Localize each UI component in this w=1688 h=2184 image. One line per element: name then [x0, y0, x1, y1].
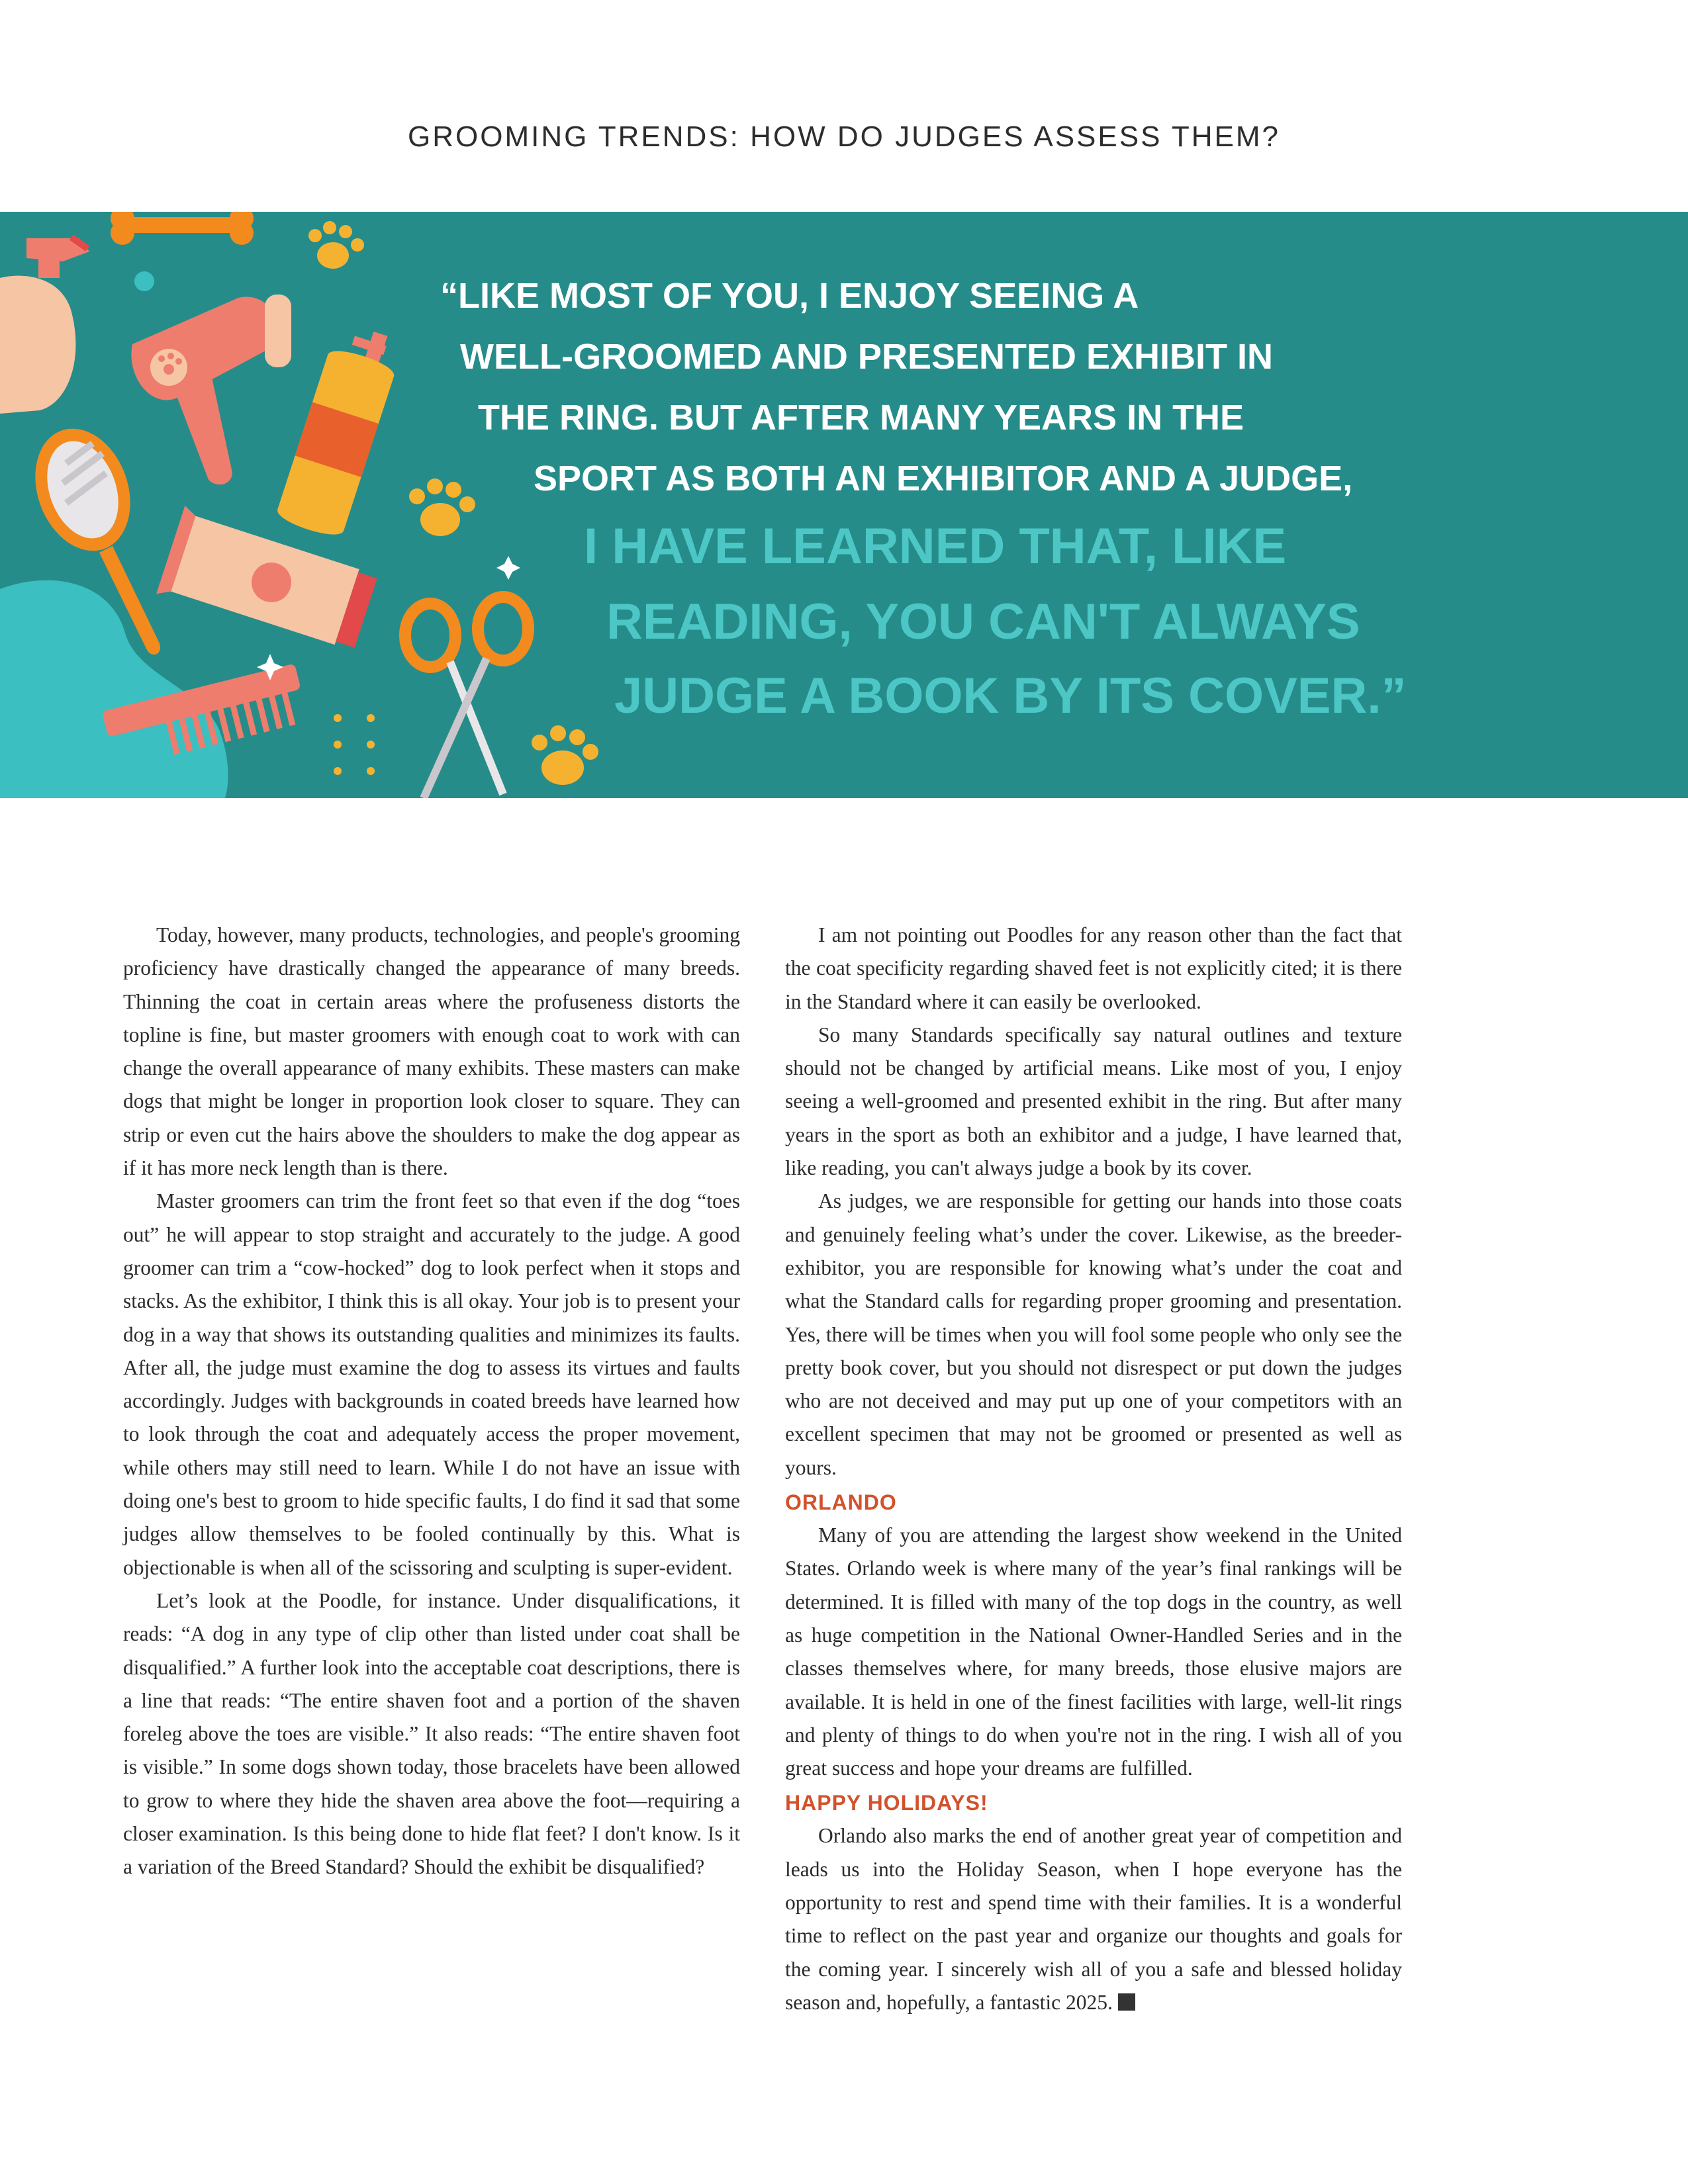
body-paragraph: Master groomers can trim the front feet so that even if the dog “toes out” he will appear to stop straight and accurately to the judge. A good groomer can trim a “cow-hocked” dog to look perfect when it stops and stacks. As the exhibitor, I think this is all okay. Your job is to present your dog in a way that shows its outstanding qualities and minimizes its faults. After all, the judge must examine the dog to assess its virtues and faults accordingly. Judges with backgrounds in coated breeds have learned how to look through the coat and adequately access the proper movement, while others may still need to learn. While I do not have an issue with doing one's best to groom to hide specific faults, I do find it sad that some judges allow themselves to be fooled continually by this. What is objectionable is when all of the scissoring and sculpting is super-evident. — [123, 1189, 740, 1579]
paw-print-icon — [308, 221, 364, 269]
paw-print-icon — [532, 725, 598, 785]
quote-line: THE RING. BUT AFTER MANY YEARS IN THE — [478, 398, 1244, 437]
body-paragraph — [785, 1819, 1402, 2019]
running-title: GROOMING TRENDS: HOW DO JUDGES ASSESS THEM? — [408, 120, 1280, 153]
body-paragraph: Let’s look at the Poodle, for instance. Under disqualifications, it reads: “A dog in any type of clip other than listed under coat shall be disqualified.” A further look into the acceptable coat descriptions, there is a line that reads: “The entire shaven foot and a portion of the shaven foreleg above the toes are visible.” It also reads: “The entire shaven foot is visible.” In some dogs shown today, those bracelets have been allowed to grow to where they hide the shaven area above the foot—requiring a closer examination. Is this being done to hide flat feet? I don't know. Is it a variation of the Breed Standard? Should the exhibit be disqualified? — [123, 1588, 740, 1879]
cream-tube-icon — [156, 506, 380, 657]
spray-bottle-icon — [0, 234, 89, 414]
body-paragraph: I am not pointing out Poodles for any reason other than the fact that the coat specificity regarding shaved feet is not explicitly cited; it is there in the Standard where it can easily be overlooked. — [785, 923, 1402, 1013]
pull-quote-banner — [0, 212, 1688, 798]
scissors-icon — [405, 597, 528, 798]
closing-paragraph-text: Orlando also marks the end of another great year of competition and leads us into the Holiday Season, when I hope everyone has the opportunity to rest and spend time with their families. It is a wonderful time to reflect on the past year and organize our thoughts and goals for the coming year. I sincerely wish all of you a safe and blessed holiday season and, hopefully, a fantastic 2025. — [785, 1824, 1402, 2014]
sparkle-icon — [496, 556, 520, 580]
body-paragraph: Many of you are attending the largest show weekend in the United States. Orlando week is where many of the year’s final rankings will be determined. It is filled with many of the top dogs in the country, as well as huge competition in the National Owner-Handled Series and in the classes themselves where, for many breeds, those elusive majors are available. It is held in one of the finest facilities with large, well-lit rings and plenty of things to do when you're not in the ring. I wish all of you great success and hope your dreams are fulfilled. — [785, 1524, 1402, 1780]
body-paragraph: Today, however, many products, technologies, and people's grooming proficiency have drastically changed the appearance of many breeds. Thinning the coat in certain areas where the profuseness distorts the topline is fine, but master groomers with enough coat to work with can change the overall appearance of many exhibits. These masters can make dogs that might be longer in proportion look closer to square. They can strip or even cut the hairs above the shoulders to make the dog appear as if it has more neck length than is there. — [123, 923, 740, 1180]
shampoo-bottle-icon — [275, 320, 405, 540]
quote-highlight-line: READING, YOU CAN'T ALWAYS — [606, 594, 1360, 650]
article-column-right — [785, 919, 1402, 2019]
quote-line: WELL-GROOMED AND PRESENTED EXHIBIT IN — [460, 337, 1274, 377]
dot-grid — [334, 714, 375, 775]
quote-line: SPORT AS BOTH AN EXHIBITOR AND A JUDGE, — [534, 459, 1353, 498]
dot-icon — [134, 271, 154, 291]
paw-print-icon — [409, 478, 475, 536]
hair-dryer-icon — [131, 295, 291, 484]
quote-highlight-line: I HAVE LEARNED THAT, LIKE — [584, 518, 1287, 574]
section-heading-holidays: HAPPY HOLIDAYS! — [785, 1791, 988, 1815]
quote-highlight-line: JUDGE A BOOK BY ITS COVER.” — [614, 668, 1407, 724]
article-column-left — [123, 919, 740, 1884]
body-paragraph: So many Standards specifically say natural outlines and texture should not be changed by artificial means. Like most of you, I enjoy seeing a well-groomed and presented exhibit in the ring. But after many years in the sport as both an exhibitor and a judge, I have learned that, like reading, you can't always judge a book by its cover. — [785, 1023, 1402, 1180]
section-heading-orlando: ORLANDO — [785, 1490, 897, 1515]
bone-icon — [111, 212, 254, 245]
body-paragraph: As judges, we are responsible for getting our hands into those coats and genuinely feeling what’s under the cover. Likewise, as the breeder-exhibitor, you are responsible for knowing what’s under the coat and what the Standard calls for regarding proper grooming and presentation. Yes, there will be times when you will fool some people who only see the pretty book cover, but you should not disrespect or put down the judges who are not deceived and may put up one of your competitors with an excellent specimen that may not be groomed or presented as well as yours. — [785, 1189, 1402, 1479]
quote-line: “LIKE MOST OF YOU, I ENJOY SEEING A — [440, 276, 1139, 316]
end-of-article-mark — [1118, 1993, 1135, 2011]
